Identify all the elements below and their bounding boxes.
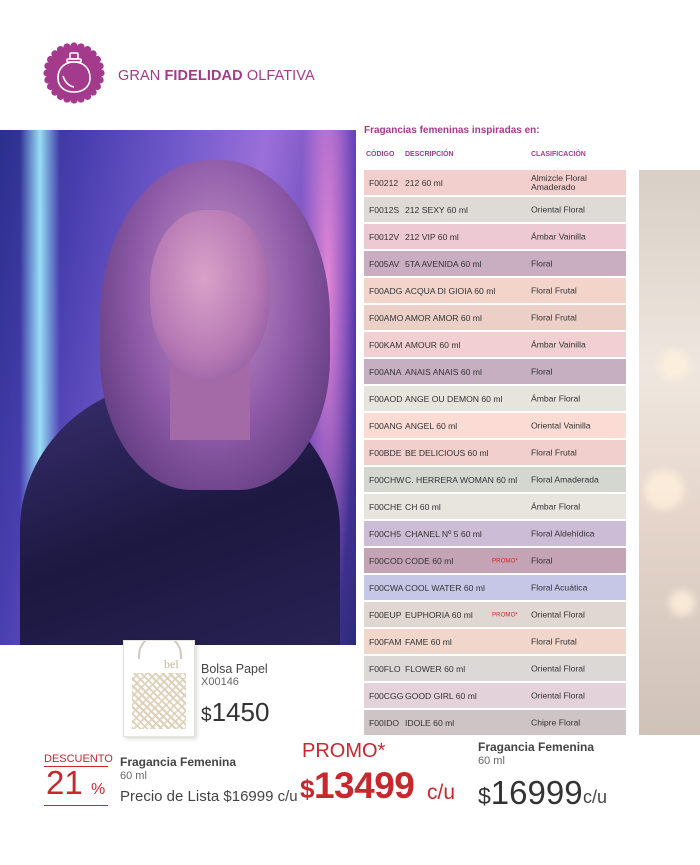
row-promo-tag: PROMO*: [492, 557, 518, 564]
row-description: 5TA AVENIDA 60 ml: [405, 258, 482, 269]
header-description: DESCRIPCIÓN: [405, 151, 454, 158]
row-description: ANGEL 60 ml: [405, 420, 458, 431]
row-classification: Oriental Floral: [531, 662, 585, 673]
bag-name: Bolsa Papel: [201, 662, 268, 676]
table-row: [364, 440, 626, 465]
product-volume: 60 ml: [120, 770, 147, 782]
table-row: [364, 332, 626, 357]
row-code: F0012S: [369, 204, 400, 215]
row-classification: Floral: [531, 365, 553, 376]
discount-value: 21: [46, 764, 83, 801]
row-classification: Floral Aldehídica: [531, 527, 595, 538]
row-code: F00ANG: [369, 420, 403, 431]
row-classification: Floral Frutal: [531, 311, 577, 322]
table-row: [364, 683, 626, 708]
table-row: [364, 656, 626, 681]
row-code: F00ADG: [369, 285, 403, 296]
product-name-right: Fragancia Femenina: [478, 740, 595, 754]
paper-bag-image: [123, 640, 195, 737]
row-classification: Floral: [531, 554, 553, 565]
fragrance-table: [364, 170, 626, 737]
background-bokeh-image: [639, 170, 700, 735]
list-price: Precio de Lista $16999 c/u: [120, 788, 298, 805]
bag-code: X00146: [201, 676, 239, 688]
table-row: [364, 548, 626, 573]
row-code: F005AV: [369, 258, 400, 269]
row-code: F00CWA: [369, 582, 404, 593]
table-row: [364, 710, 626, 735]
regular-price-unit: c/u: [583, 787, 608, 807]
row-code: F0012V: [369, 231, 400, 242]
bag-logo: bel: [164, 657, 179, 671]
table-row: [364, 170, 626, 195]
row-code: F00AOD: [369, 393, 403, 404]
table-row: [364, 251, 626, 276]
row-description: C. HERRERA WOMAN 60 ml: [405, 474, 518, 485]
row-description: EUPHORIA 60 ml: [405, 609, 473, 620]
row-code: F00BDE: [369, 447, 402, 458]
header-classification: CLASIFICACIÓN: [531, 151, 586, 158]
row-description: GOOD GIRL 60 ml: [405, 690, 477, 701]
row-classification: Chipre Floral: [531, 716, 581, 727]
row-description: AMOUR 60 ml: [405, 339, 461, 350]
row-classification: Oriental Floral: [531, 203, 585, 214]
promo-label: PROMO*: [302, 740, 386, 762]
row-classification: Floral Frutal: [531, 284, 577, 295]
row-classification: Ámbar Floral: [531, 392, 581, 403]
row-description: CHANEL Nº 5 60 ml: [405, 528, 482, 539]
row-code: F00FLO: [369, 663, 401, 674]
header-code: CÓDIGO: [366, 151, 395, 158]
row-description: FAME 60 ml: [405, 636, 452, 647]
row-description: 212 SEXY 60 ml: [405, 204, 468, 215]
row-code: F00EUP: [369, 609, 402, 620]
row-description: BE DELICIOUS 60 ml: [405, 447, 489, 458]
table-row: [364, 359, 626, 384]
table-row: [364, 278, 626, 303]
row-code: F00COD: [369, 555, 403, 566]
discount-percent-sign: %: [91, 781, 106, 798]
brand-title: GRAN FIDELIDAD OLFATIVA: [118, 68, 315, 84]
perfume-badge-icon: [43, 42, 105, 104]
row-code: F00212: [369, 177, 399, 188]
row-description: ACQUA DI GIOIA 60 ml: [405, 285, 496, 296]
promo-price: $13499: [300, 765, 415, 806]
row-description: FLOWER 60 ml: [405, 663, 466, 674]
row-code: F00KAM: [369, 339, 403, 350]
row-code: F00CHE: [369, 501, 402, 512]
row-code: F00FAM: [369, 636, 402, 647]
row-classification: Ámbar Vainilla: [531, 338, 586, 349]
table-row: [364, 521, 626, 546]
row-classification: Ámbar Vainilla: [531, 230, 586, 241]
table-title: Fragancias femeninas inspiradas en:: [364, 125, 540, 136]
table-row: [364, 575, 626, 600]
divider: [44, 805, 108, 806]
row-description: CODE 60 ml: [405, 555, 454, 566]
row-classification: Floral Frutal: [531, 635, 577, 646]
table-row: [364, 467, 626, 492]
row-description: 212 VIP 60 ml: [405, 231, 459, 242]
row-classification: Floral: [531, 257, 553, 268]
table-row: [364, 386, 626, 411]
table-row: [364, 197, 626, 222]
table-row: [364, 629, 626, 654]
row-description: COOL WATER 60 ml: [405, 582, 485, 593]
model-photo: [0, 130, 356, 645]
table-row: [364, 494, 626, 519]
row-description: IDOLE 60 ml: [405, 717, 455, 728]
row-classification: Floral Amaderada: [531, 473, 599, 484]
table-row: [364, 413, 626, 438]
discount-label: DESCUENTO: [44, 753, 113, 765]
product-name: Fragancia Femenina: [120, 755, 237, 769]
row-description: AMOR AMOR 60 ml: [405, 312, 482, 323]
row-classification: Oriental Vainilla: [531, 419, 591, 430]
row-code: F00CH5: [369, 528, 401, 539]
row-description: ANGE OU DEMON 60 ml: [405, 393, 503, 404]
bag-price: $1450: [201, 697, 270, 727]
row-code: F00AMO: [369, 312, 404, 323]
row-code: F00CHW: [369, 474, 405, 485]
row-classification: Ámbar Floral: [531, 500, 581, 511]
promo-unit: c/u: [427, 781, 456, 804]
row-promo-tag: PROMO*: [492, 611, 518, 618]
row-description: ANAIS ANAIS 60 ml: [405, 366, 482, 377]
row-code: F00CGG: [369, 690, 404, 701]
row-description: 212 60 ml: [405, 177, 443, 188]
row-classification: Floral Frutal: [531, 446, 577, 457]
row-classification: Oriental Floral: [531, 608, 585, 619]
regular-price: $16999: [478, 774, 583, 811]
row-description: CH 60 ml: [405, 501, 441, 512]
table-header: [364, 151, 626, 163]
table-row: [364, 224, 626, 249]
row-classification: Oriental Floral: [531, 689, 585, 700]
row-classification: Almizcle Floral Amaderado: [531, 172, 587, 192]
row-code: F00ANA: [369, 366, 402, 377]
row-code: F00IDO: [369, 717, 400, 728]
table-row: [364, 305, 626, 330]
row-classification: Floral Acuática: [531, 581, 588, 592]
table-row: [364, 602, 626, 627]
product-volume-right: 60 ml: [478, 755, 505, 767]
